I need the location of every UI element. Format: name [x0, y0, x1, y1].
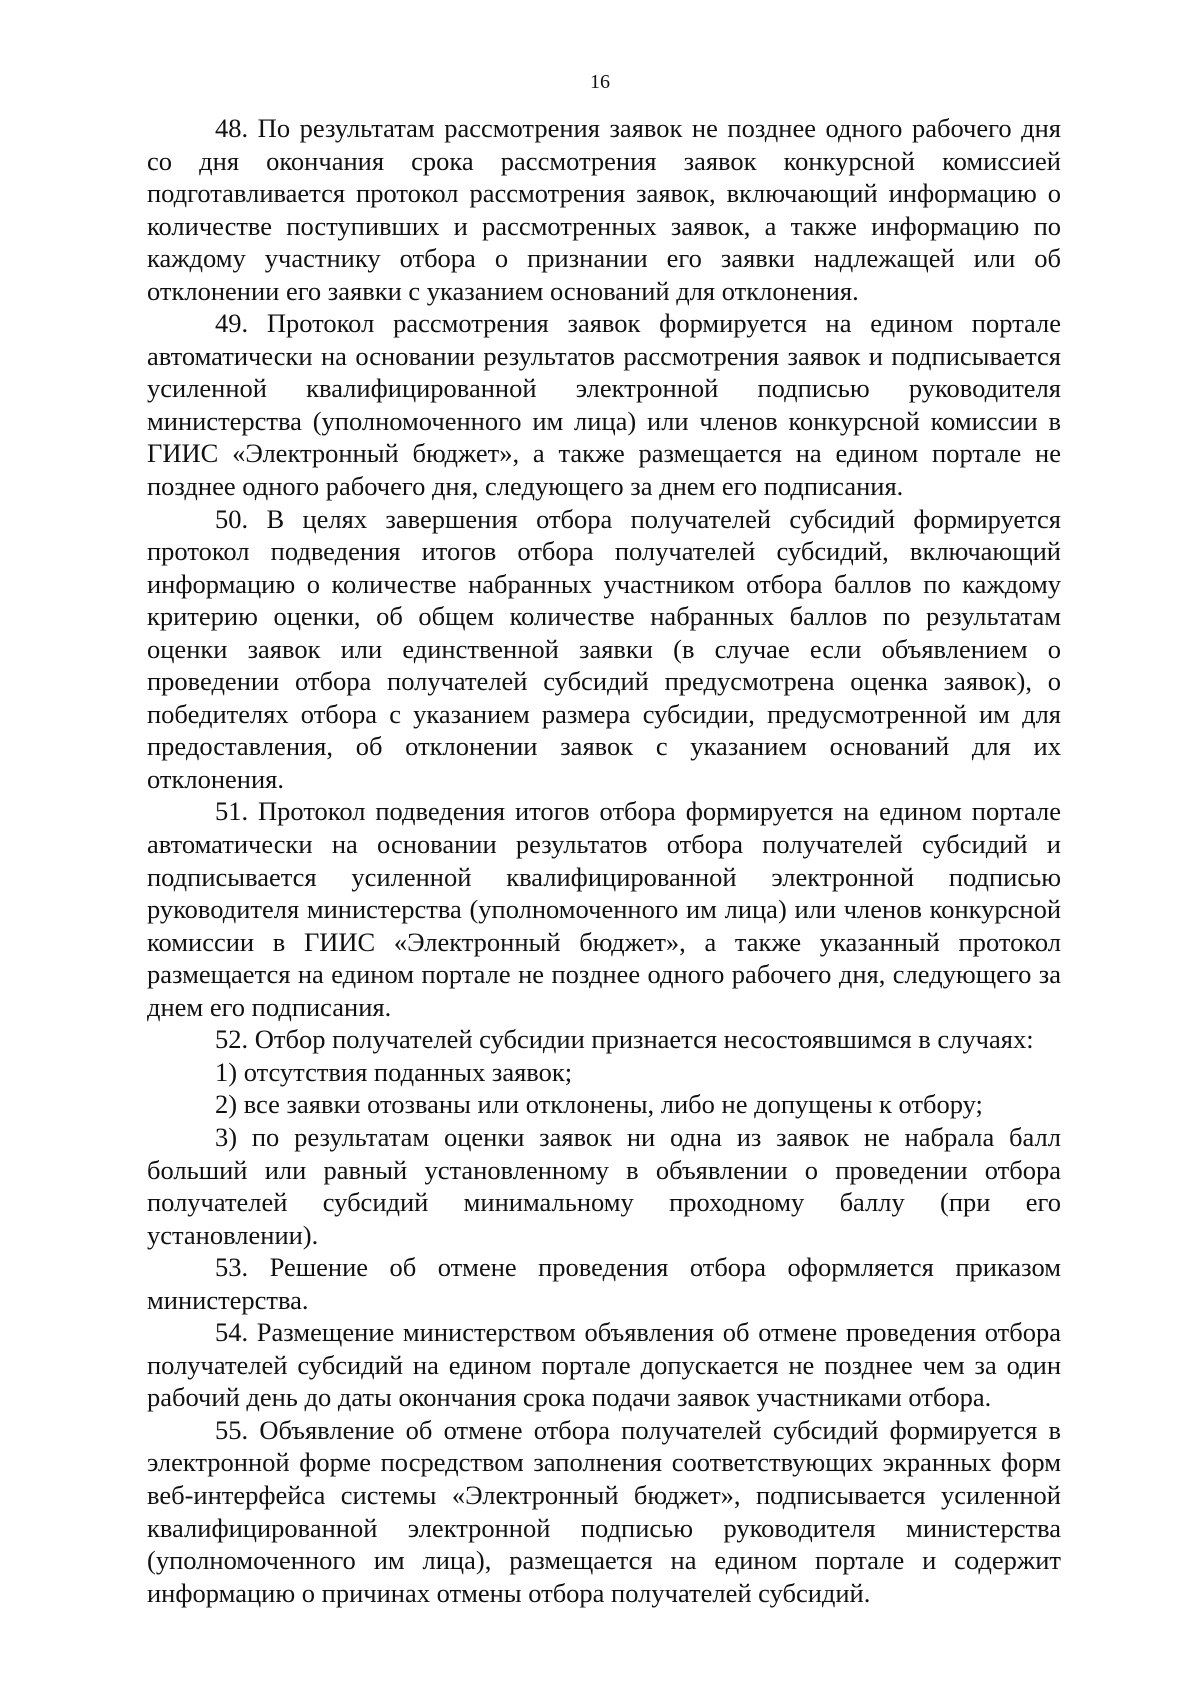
- page-number: 16: [590, 71, 610, 93]
- list-item-52-1: 1) отсутствия поданных заявок;: [215, 1056, 573, 1087]
- paragraph-51: 51. Протокол подведения итогов отбора формируется на едином портале автоматически на основании результатов отбора получателей субсидий и подписывается усиленной квалифицированной электронной подписью руководителя министерства (уполномоченного им лица) или членов конкурсной комиссии в ГИИС «Электронный бюджет», а также указанный протокол размещается на едином портале не позднее одного рабочего дня, следующего за днем его подписания.: [147, 796, 1061, 1022]
- paragraph-52: 52. Отбор получателей субсидии признается несостоявшимся в случаях:: [215, 1024, 1034, 1055]
- paragraph-54: 54. Размещение министерством объявления об отмене проведения отбора получателей субсидий на едином портале допускается не позднее чем за один рабочий день до даты окончания срока подачи заявок участниками отбора.: [147, 1317, 1061, 1413]
- paragraph-49: 49. Протокол рассмотрения заявок формируется на едином портале автоматически на основании результатов рассмотрения заявок и подписывается усиленной квалифицированной электронной подписью руководителя министерства (уполномоченного им лица) или членов конкурсной комиссии в ГИИС «Электронный бюджет», а также размещается на едином портале не позднее одного рабочего дня, следующего за днем его подписания.: [147, 308, 1061, 502]
- paragraph-55: 55. Объявление об отмене отбора получателей субсидий формируется в электронной форме посредством заполнения соответствующих экранных форм веб-интерфейса системы «Электронный бюджет», подписывается усиленной квалифицированной электронной подписью руководителя министерства (уполномоченного им лица), размещается на едином портале и содержит информацию о причинах отмены отбора получателей субсидий.: [147, 1414, 1061, 1608]
- list-item-52-3: 3) по результатам оценки заявок ни одна из заявок не набрала балл больший или равный установленному в объявлении о проведении отбора получателей субсидий минимальному проходному баллу (при его установлении).: [147, 1121, 1061, 1250]
- paragraph-53: 53. Решение об отмене проведения отбора оформляется приказом министерства.: [147, 1252, 1061, 1315]
- paragraph-50: 50. В целях завершения отбора получателей субсидий формируется протокол подведения итогов отбора получателей субсидий, включающий информацию о количестве набранных участником отбора баллов по каждому критерию оценки, об общем количестве набранных баллов по результатам оценки заявок или единственной заявки (в случае если объявлением о проведении отбора получателей субсидий предусмотрена оценка заявок), о победителях отбора с указанием размера субсидии, предусмотренной им для предоставления, об отклонении заявок с указанием оснований для их отклонения.: [147, 503, 1061, 794]
- paragraph-48: 48. По результатам рассмотрения заявок не позднее одного рабочего дня со дня окончания срока рассмотрения заявок конкурсной комиссией подготавливается протокол рассмотрения заявок, включающий информацию о количестве поступивших и рассмотренных заявок, а также информацию по каждому участнику отбора о признании его заявки надлежащей или об отклонении его заявки с указанием оснований для отклонения.: [147, 113, 1061, 306]
- list-item-52-2: 2) все заявки отозваны или отклонены, либо не допущены к отбору;: [215, 1089, 983, 1120]
- document-body: [147, 112, 1061, 1609]
